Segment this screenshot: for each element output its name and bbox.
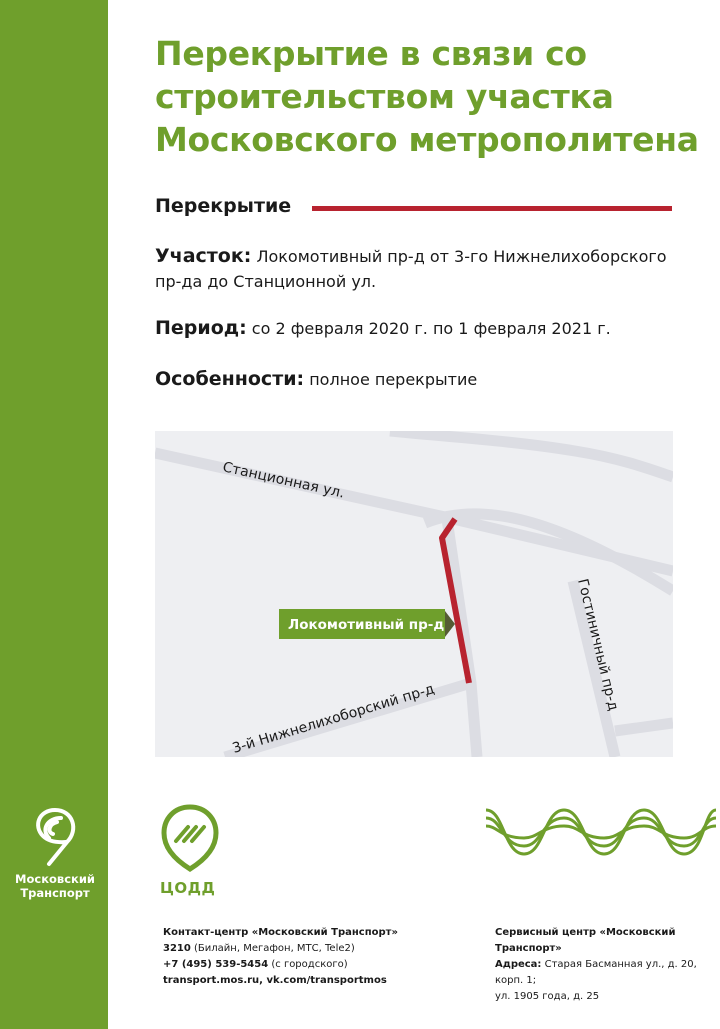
label-lokomotivny: Локомотивный пр-д	[288, 617, 445, 633]
address-2: ул. 1905 года, д. 25	[495, 991, 600, 1002]
period-label: Период:	[155, 317, 247, 339]
section-row	[155, 244, 675, 294]
moscow-transport-name-line1: Московский	[15, 872, 95, 886]
operators: (Билайн, Мегафон, МТС, Tele2)	[194, 943, 355, 954]
page-title: Перекрытие в связи со строительством участка Московского метрополитена	[155, 34, 699, 159]
label-gostinichny: Гостиничный пр-д	[574, 577, 622, 713]
service-center-title: Сервисный центр «Московский Транспорт»	[495, 927, 676, 954]
period-row	[155, 316, 675, 341]
contact-center-block	[163, 925, 463, 989]
features-row	[155, 367, 675, 392]
section-label: Участок:	[155, 245, 252, 267]
closure-map	[155, 431, 673, 757]
codd-name: ЦОДД	[160, 879, 216, 897]
moscow-transport-name-line2: Транспорт	[20, 886, 90, 900]
period-value: со 2 февраля 2020 г. по 1 февраля 2021 г.	[251, 319, 611, 338]
section-value: Локомотивный пр-д от 3-го Нижнелихоборского пр-да до Станционной ул.	[155, 247, 667, 291]
green-sidebar	[0, 0, 108, 1029]
label-stantsionnaya: Станционная ул.	[221, 459, 346, 502]
features-label: Особенности:	[155, 368, 305, 390]
short-number[interactable]: 3210	[163, 943, 191, 954]
codd-pin-icon	[160, 803, 220, 873]
address-1: Старая Басманная ул., д. 20, корп. 1;	[495, 959, 697, 986]
contact-center-title: Контакт-центр «Московский Транспорт»	[163, 927, 398, 938]
codd-logo	[160, 803, 230, 897]
moscow-transport-logo	[14, 804, 96, 900]
lokomotivny-callout	[279, 609, 455, 639]
sites-links[interactable]: transport.mos.ru, vk.com/transportmos	[163, 975, 387, 986]
label-nizhnelikhoborsky: 3-й Нижнелихоборский пр-д	[230, 681, 437, 757]
address-label: Адреса:	[495, 959, 542, 970]
closure-heading: Перекрытие	[155, 195, 292, 217]
service-center-block	[495, 925, 715, 1005]
features-value: полное перекрытие	[309, 370, 478, 389]
phone-note: (с городского)	[271, 959, 348, 970]
map-background	[155, 431, 673, 757]
phone-number[interactable]: +7 (495) 539-5454	[163, 959, 269, 970]
moscow-transport-nine-icon	[27, 804, 83, 868]
moscow-waves-logo	[484, 800, 718, 864]
red-divider-line	[312, 206, 672, 211]
